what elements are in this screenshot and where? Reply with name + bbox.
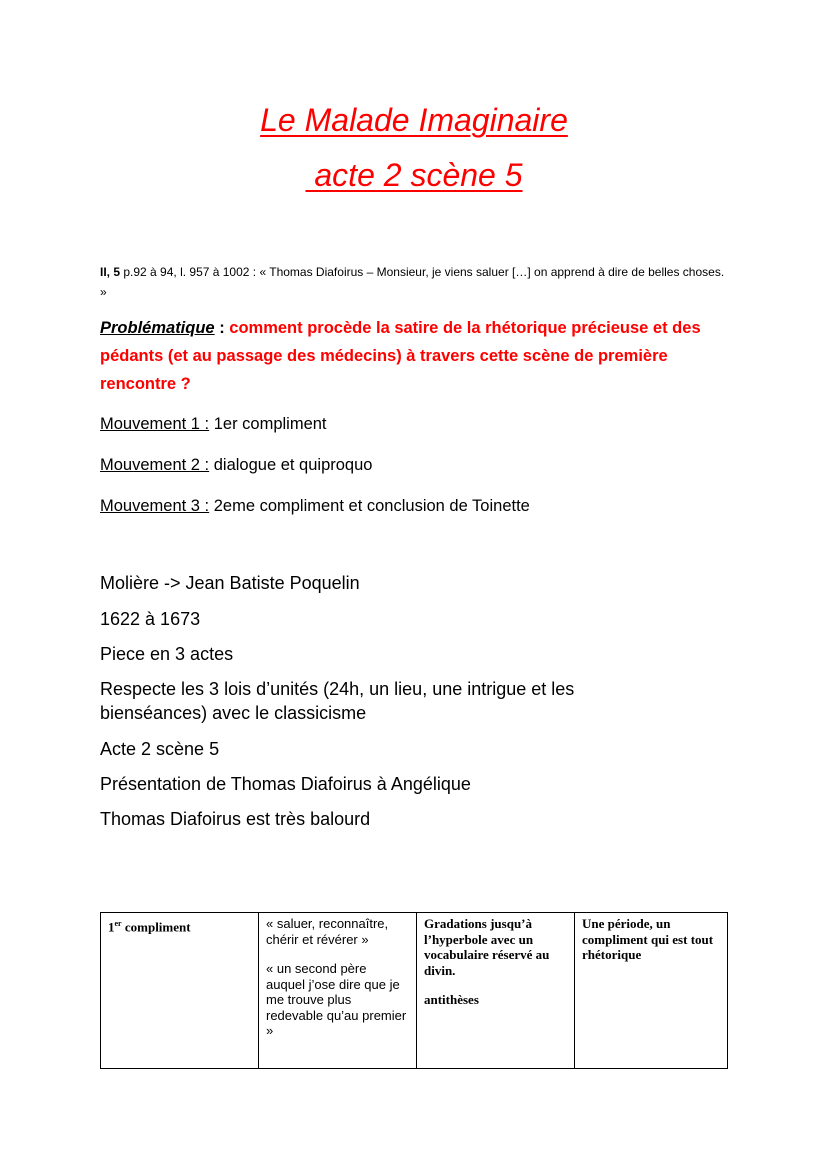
table-cell-figures [417,913,575,1069]
figures-text-2: antithèses [424,992,479,1007]
document-title-line-2: acte 2 scène 5 [305,157,523,193]
problematique-separator: : [214,319,230,337]
table-row [101,913,728,1069]
figures-text-1: Gradations jusqu’à l’hyperbole avec un vocabulaire réservé au divin. [424,916,550,978]
problematique [100,314,740,398]
mouvement-3-text: 2eme compliment et conclusion de Toinette [209,497,530,515]
mouvement-2 [100,454,372,476]
interpretation-text: Une période, un compliment qui est tout rhétorique [582,916,714,962]
analysis-table [100,912,728,1069]
table-cell-interpretation [575,913,728,1069]
note-unities: Respecte les 3 lois d’unités (24h, un lieu, une intrigue et les bienséances) avec le classicisme [100,679,575,723]
table-cell-compliment [101,913,259,1069]
mouvement-1-text: 1er compliment [209,415,327,433]
mouvement-3 [100,495,530,517]
reference-bold: II, 5 [100,265,121,279]
mouvement-2-label: Mouvement 2 : [100,456,210,474]
mouvement-2-text: dialogue et quiproquo [209,456,373,474]
compliment-number: 1 [108,919,115,935]
problematique-text: comment procède la satire de la rhétorique précieuse et des pédants (et au passage des médecins) à travers cette scène de première rencontre ? [100,319,701,393]
mouvement-3-label: Mouvement 3 : [100,497,210,515]
note-character: Thomas Diafoirus est très balourd [100,809,371,829]
compliment-superscript: er [114,919,122,928]
reference-text: p.92 à 94, l. 957 à 1002 : « Thomas Diafoirus – Monsieur, je viens saluer […] on apprend à dire de belles choses. » [100,265,725,299]
mouvement-1-label: Mouvement 1 : [100,415,210,433]
note-dates: 1622 à 1673 [100,609,201,629]
note-author: Molière -> Jean Batiste Poquelin [100,573,360,593]
mouvement-1 [100,413,327,435]
note-acts: Piece en 3 actes [100,644,234,664]
text-reference [100,262,730,302]
quote-1: « saluer, reconnaître, chérir et révérer » [266,916,389,947]
quote-2: « un second père auquel j’ose dire que je me trouve plus redevable qu’au premier » [266,961,407,1038]
table-cell-quotes [259,913,417,1069]
compliment-label: compliment [121,919,191,935]
problematique-label: Problématique [100,319,215,337]
note-scene: Acte 2 scène 5 [100,739,220,759]
note-presentation: Présentation de Thomas Diafoirus à Angélique [100,774,471,794]
document-title-line-1: Le Malade Imaginaire [260,102,568,138]
